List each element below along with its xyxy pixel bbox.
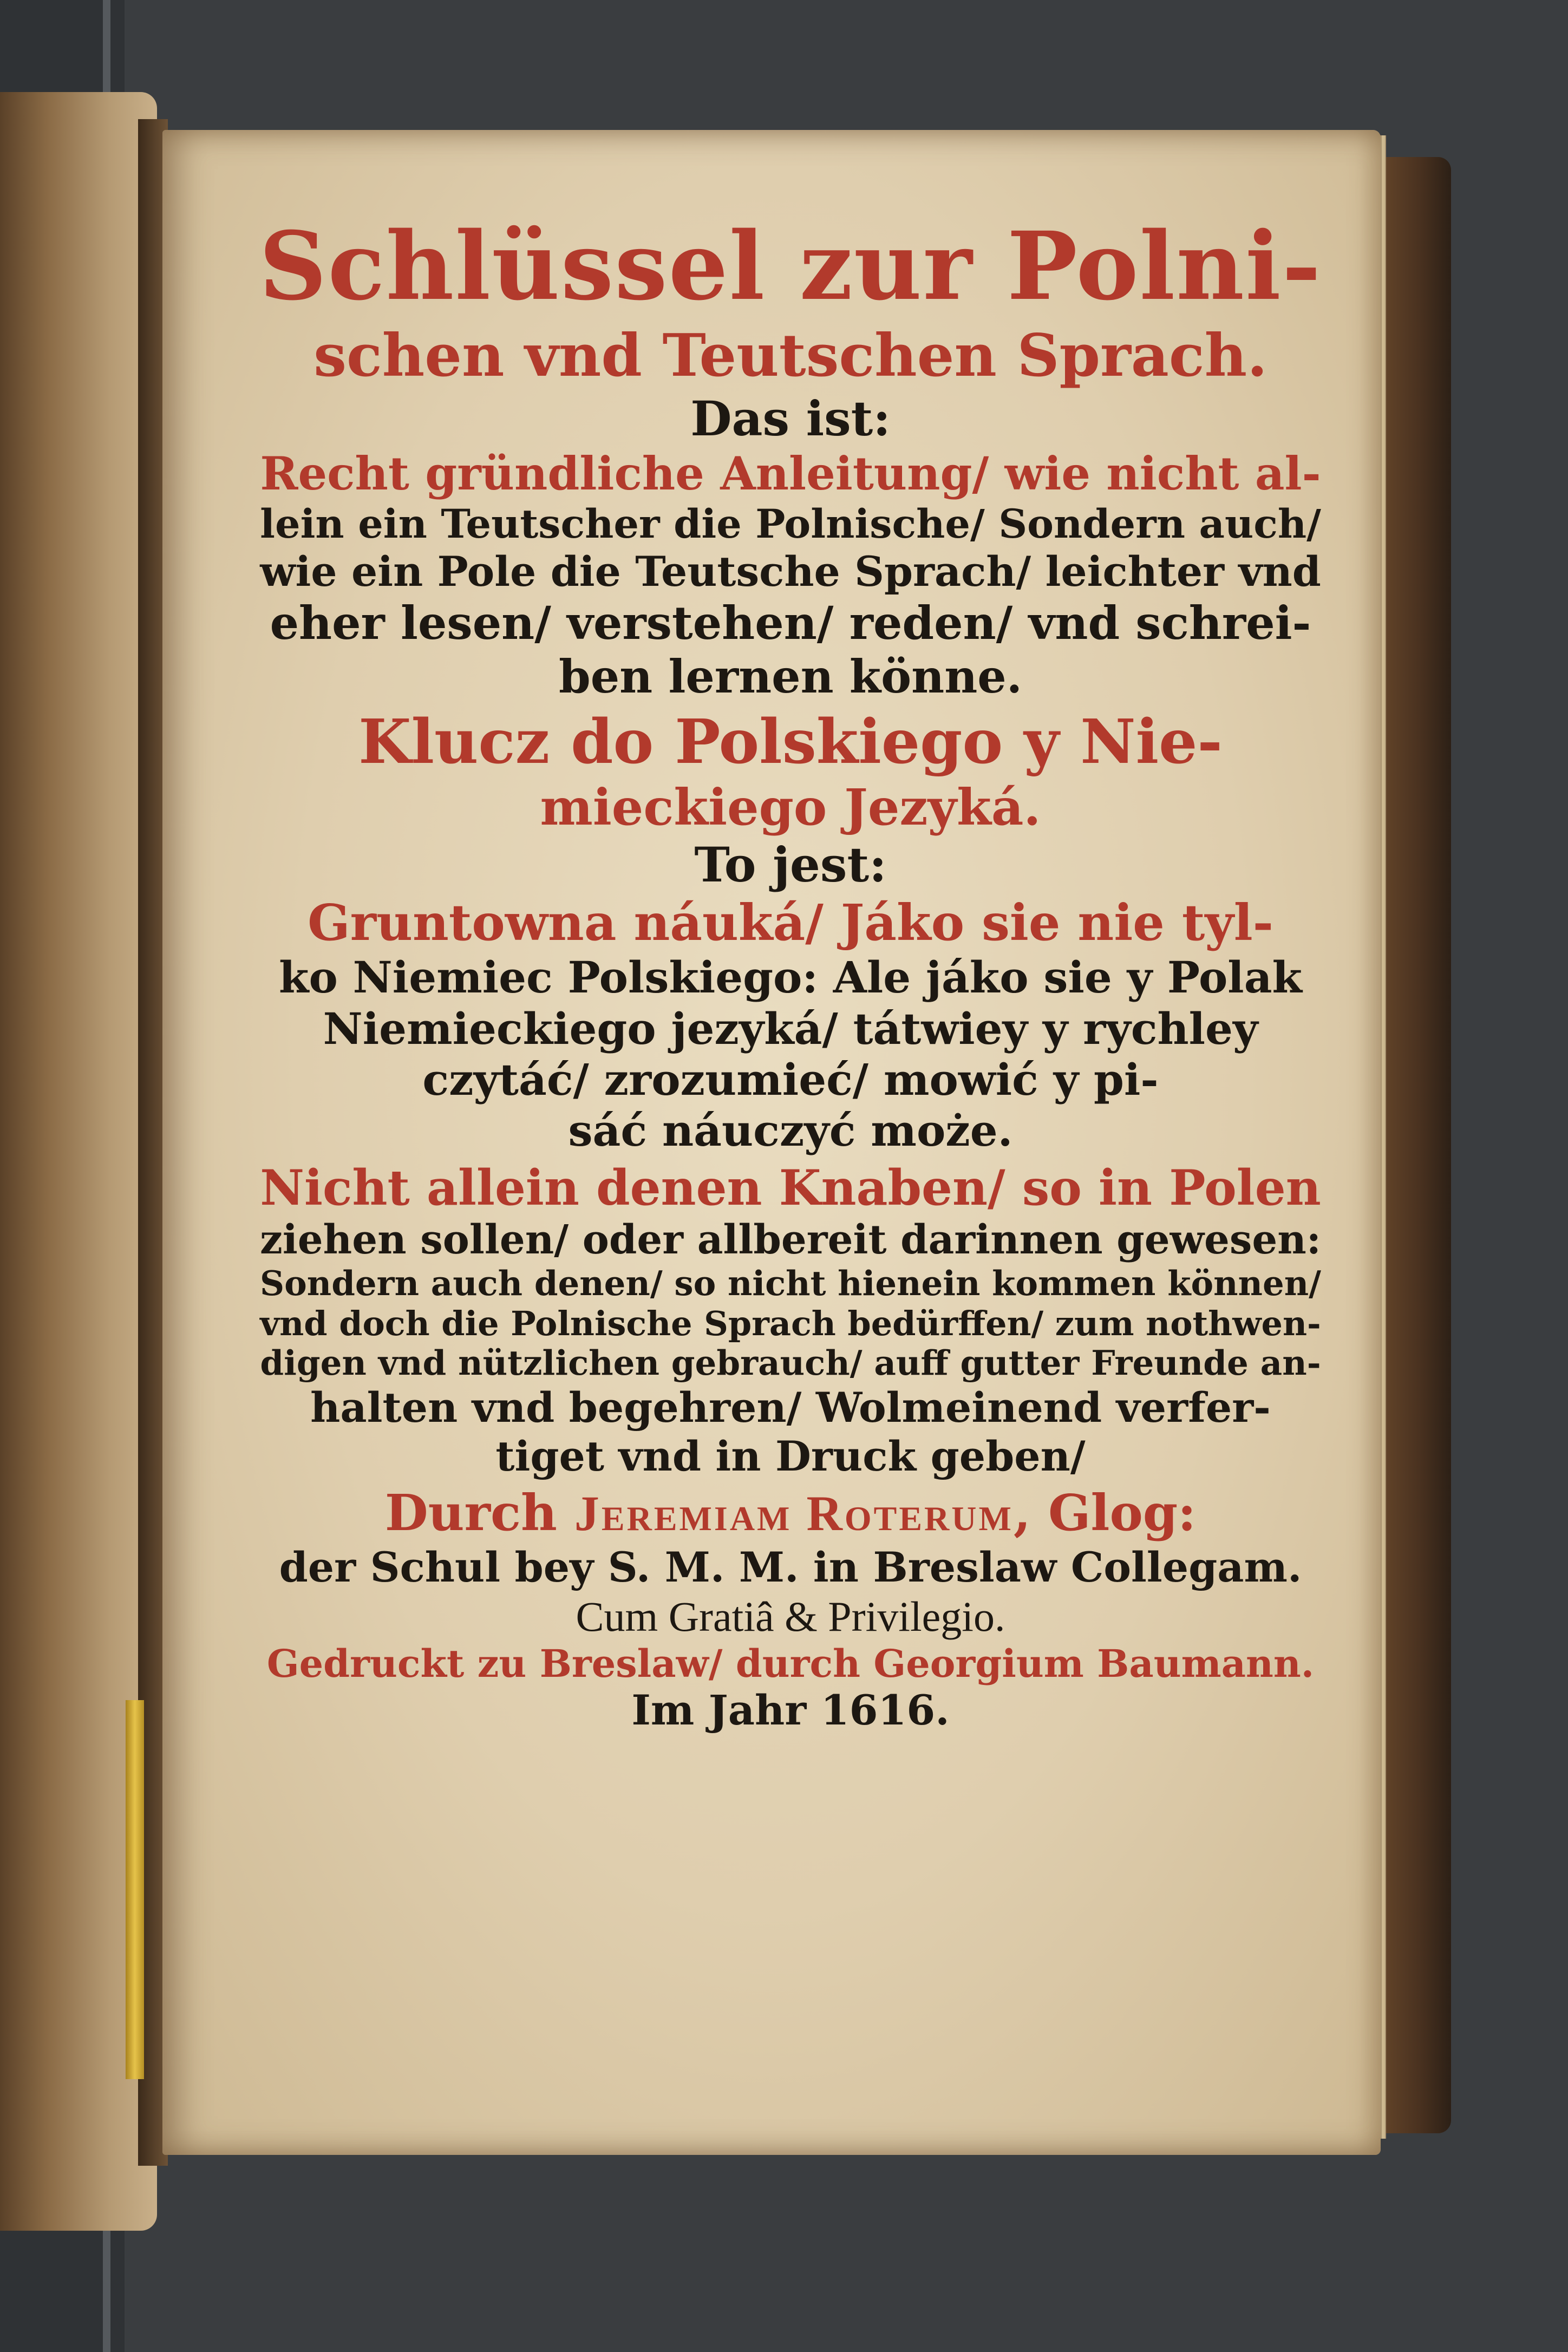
imprint-line: Gedruckt zu Breslaw/ durch Georgium Baumann. [266,1641,1315,1686]
nicht-allein-line: vnd doch die Polnische Sprach bedürffen/ zum nothwen- [260,1304,1321,1343]
nicht-allein-line: ziehen sollen/ oder allbereit darinnen gewesen: [260,1217,1321,1264]
polish-to-jest: To jest: [694,836,887,893]
german-description-line: eher lesen/ verstehen/ reden/ vnd schrei- [270,596,1311,650]
year-line: Im Jahr 1616. [631,1686,950,1735]
polish-title-line-1: Klucz do Polskiego y Nie- [358,707,1223,778]
author-position: der Schul bey S. M. M. in Breslaw Collegam. [279,1543,1302,1591]
author-suffix: , Glog: [1013,1484,1197,1543]
german-subtitle: Recht gründliche Anleitung/ wie nicht al- [260,447,1321,501]
polish-description-line: ko Niemiec Polskiego: Ale jáko sie y Polak [279,952,1302,1003]
polish-description-line: czytáć/ zrozumieć/ mowić y pi- [422,1054,1159,1105]
polish-subtitle: Gruntowna náuká/ Jáko sie nie tyl- [308,893,1273,952]
title-page-text [249,211,1332,1735]
german-das-ist: Das ist: [690,390,891,447]
german-description-line: lein ein Teutscher die Polnische/ Sondern auch/ [260,500,1321,547]
privilege-line: Cum Gratiâ & Privilegio. [576,1592,1005,1640]
nicht-allein-line: halten vnd begehren/ Wolmeinend verfer- [310,1383,1271,1432]
polish-description-line: sáć náuczyć może. [568,1105,1013,1157]
nicht-allein-line: tiget vnd in Druck geben/ [495,1432,1086,1480]
gilt-edge [126,1700,144,2079]
nicht-allein-line: Sondern auch denen/ so nicht hienein kommen können/ [260,1263,1321,1304]
german-title-line-2: schen vnd Teutschen Sprach. [313,322,1268,390]
polish-title-line-2: mieckiego Jezyká. [540,778,1041,837]
author-line [249,1484,1332,1543]
german-title-line-1: Schlüssel zur Polni- [259,211,1322,321]
title-page [162,130,1381,2155]
author-prefix: Durch [384,1484,557,1543]
nicht-allein-line: digen vnd nützlichen gebrauch/ auff gutter Freunde an- [260,1343,1321,1383]
nicht-allein-heading: Nicht allein denen Knaben/ so in Polen [260,1159,1321,1217]
german-description-line: ben lernen könne. [559,650,1022,704]
german-description-line: wie ein Pole die Teutsche Sprach/ leichter vnd [260,547,1321,596]
polish-description-line: Niemieckiego jezyká/ tátwiey y rychley [323,1003,1258,1054]
author-name: Jeremiam Roterum [574,1486,1014,1541]
